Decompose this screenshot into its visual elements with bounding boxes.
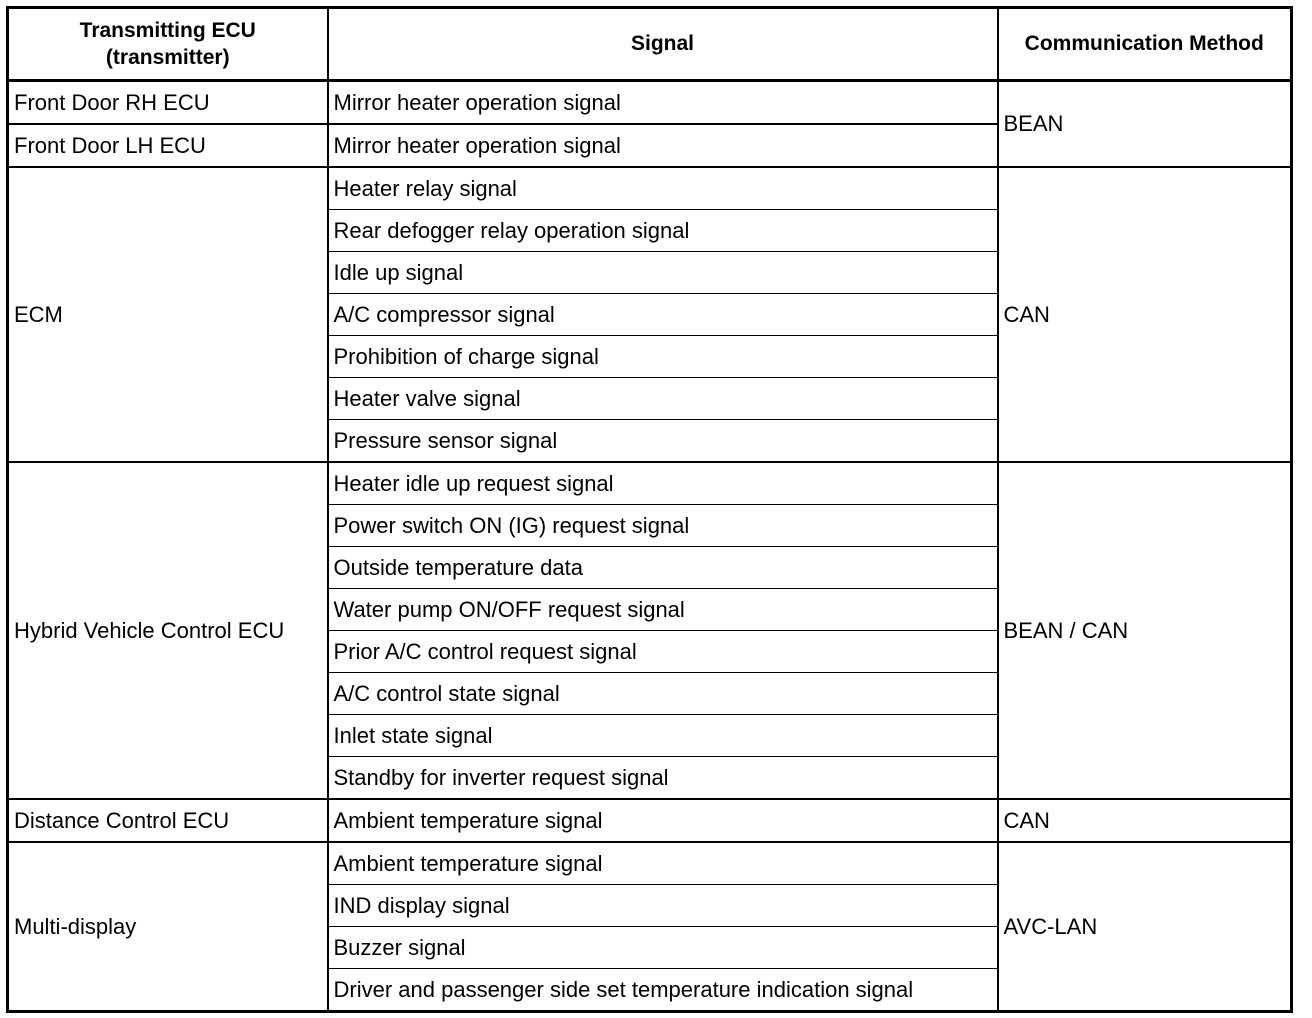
cell-communication-method: AVC-LAN bbox=[998, 842, 1292, 1012]
cell-signal: Idle up signal bbox=[328, 252, 998, 294]
cell-signal: Mirror heater operation signal bbox=[328, 124, 998, 167]
cell-signal: Heater idle up request signal bbox=[328, 462, 998, 505]
cell-signal: Prohibition of charge signal bbox=[328, 336, 998, 378]
cell-communication-method: BEAN / CAN bbox=[998, 462, 1292, 799]
table-row bbox=[8, 462, 1292, 505]
cell-signal: Water pump ON/OFF request signal bbox=[328, 589, 998, 631]
cell-transmitting-ecu: Front Door RH ECU bbox=[8, 81, 328, 125]
cell-transmitting-ecu: ECM bbox=[8, 167, 328, 462]
signal-table bbox=[6, 6, 1293, 1013]
cell-signal: Pressure sensor signal bbox=[328, 420, 998, 463]
cell-signal: Driver and passenger side set temperature indication signal bbox=[328, 969, 998, 1012]
cell-signal: A/C control state signal bbox=[328, 673, 998, 715]
table-row bbox=[8, 167, 1292, 210]
cell-signal: Mirror heater operation signal bbox=[328, 81, 998, 125]
cell-transmitting-ecu: Front Door LH ECU bbox=[8, 124, 328, 167]
cell-signal: IND display signal bbox=[328, 885, 998, 927]
header-transmitting-ecu-line1: Transmitting ECU bbox=[79, 18, 256, 42]
cell-signal: Heater relay signal bbox=[328, 167, 998, 210]
table-row bbox=[8, 842, 1292, 885]
header-communication-method: Communication Method bbox=[998, 8, 1292, 81]
header-signal: Signal bbox=[328, 8, 998, 81]
header-transmitting-ecu bbox=[8, 8, 328, 81]
cell-signal: Standby for inverter request signal bbox=[328, 757, 998, 800]
cell-communication-method: CAN bbox=[998, 167, 1292, 462]
cell-signal: Outside temperature data bbox=[328, 547, 998, 589]
cell-signal: Inlet state signal bbox=[328, 715, 998, 757]
cell-signal: A/C compressor signal bbox=[328, 294, 998, 336]
table-header bbox=[8, 8, 1292, 81]
cell-signal: Ambient temperature signal bbox=[328, 842, 998, 885]
header-row bbox=[8, 8, 1292, 81]
header-transmitting-ecu-line2: (transmitter) bbox=[105, 46, 230, 69]
cell-signal: Rear defogger relay operation signal bbox=[328, 210, 998, 252]
cell-signal: Buzzer signal bbox=[328, 927, 998, 969]
cell-signal: Prior A/C control request signal bbox=[328, 631, 998, 673]
cell-signal: Power switch ON (IG) request signal bbox=[328, 505, 998, 547]
cell-transmitting-ecu: Distance Control ECU bbox=[8, 799, 328, 842]
cell-transmitting-ecu: Multi-display bbox=[8, 842, 328, 1012]
table-body bbox=[8, 81, 1292, 1012]
table-row bbox=[8, 799, 1292, 842]
cell-transmitting-ecu: Hybrid Vehicle Control ECU bbox=[8, 462, 328, 799]
cell-signal: Heater valve signal bbox=[328, 378, 998, 420]
cell-signal: Ambient temperature signal bbox=[328, 799, 998, 842]
cell-communication-method: BEAN bbox=[998, 81, 1292, 168]
table-row bbox=[8, 81, 1292, 125]
cell-communication-method: CAN bbox=[998, 799, 1292, 842]
